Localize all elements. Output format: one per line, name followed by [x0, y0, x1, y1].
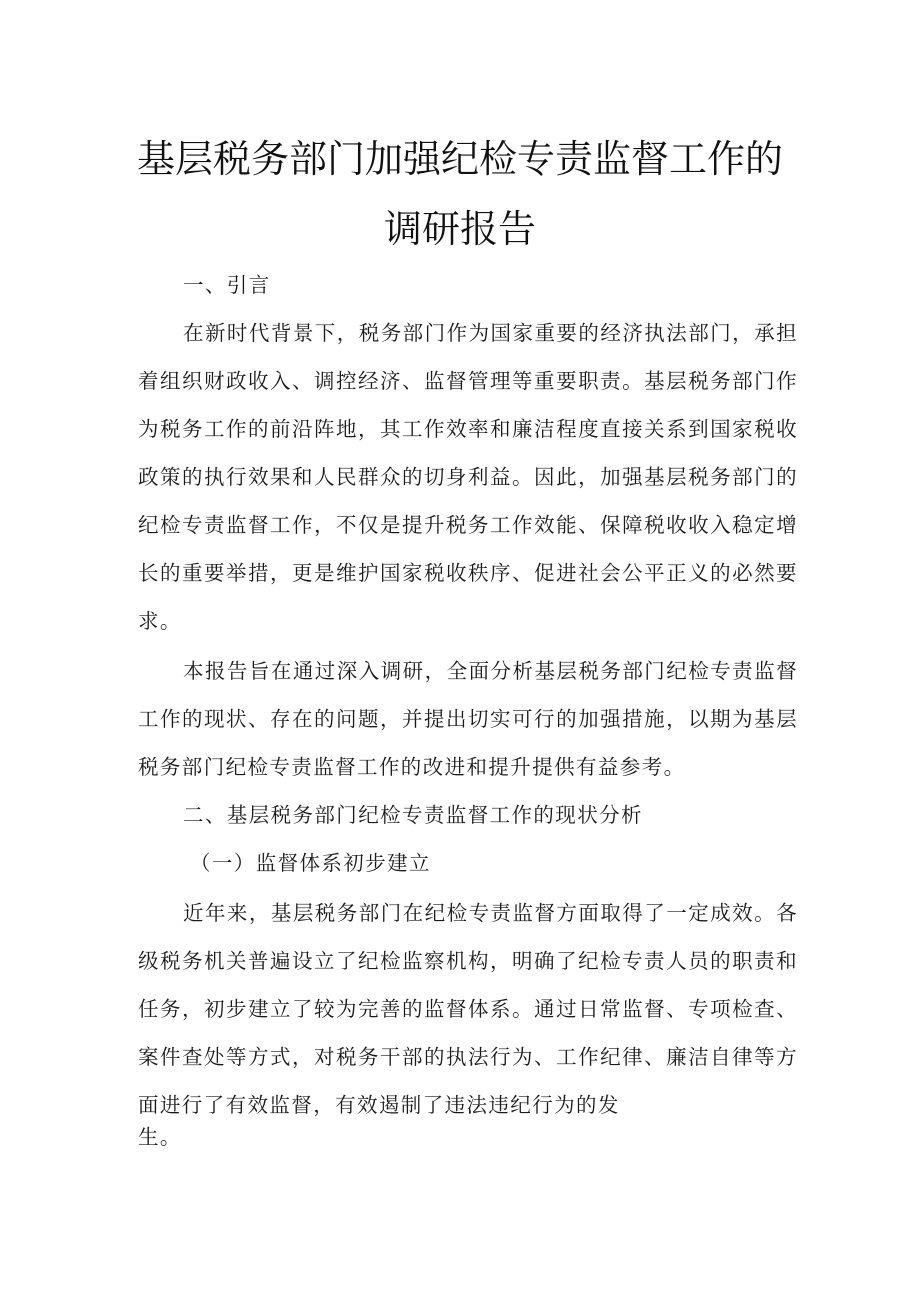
paragraph-1-line: 着组织财政收入、调控经济、监督管理等重要职责。基层税务部门作 — [138, 369, 798, 393]
section-1-heading: 一、引言 — [183, 273, 271, 297]
paragraph-3-line: 面进行了有效监督，有效遏制了违法违纪行为的发 — [138, 1093, 620, 1117]
document-title-line-2: 调研报告 — [383, 207, 536, 251]
paragraph-3-line: 生。 — [138, 1125, 182, 1149]
document-title-line-1: 基层税务部门加强纪检专责监督工作的 — [136, 137, 783, 181]
paragraph-1-line: 政策的执行效果和人民群众的切身利益。因此，加强基层税务部门的 — [138, 465, 798, 489]
paragraph-3-line: 案件查处等方式，对税务干部的执法行为、工作纪律、廉洁自律等方 — [138, 1045, 798, 1069]
paragraph-2-line: 工作的现状、存在的问题，并提出切实可行的加强措施，以期为基层 — [138, 707, 798, 731]
paragraph-1-line: 在新时代背景下，税务部门作为国家重要的经济执法部门，承担 — [183, 321, 798, 345]
paragraph-3-line: 近年来，基层税务部门在纪检专责监督方面取得了一定成效。各 — [183, 901, 798, 925]
paragraph-1-line: 为税务工作的前沿阵地，其工作效率和廉洁程度直接关系到国家税收 — [138, 417, 798, 441]
paragraph-3-line: 任务，初步建立了较为完善的监督体系。通过日常监督、专项检查、 — [138, 997, 798, 1021]
paragraph-1-line: 求。 — [138, 609, 182, 633]
paragraph-2-line: 税务部门纪检专责监督工作的改进和提升提供有益参考。 — [138, 755, 686, 779]
section-2-heading: 二、基层税务部门纪检专责监督工作的现状分析 — [183, 803, 643, 827]
subsection-1-heading: （一）监督体系初步建立 — [190, 851, 431, 875]
paragraph-2-line: 本报告旨在通过深入调研，全面分析基层税务部门纪检专责监督 — [183, 659, 798, 683]
paragraph-3-line: 级税务机关普遍设立了纪检监察机构，明确了纪检专责人员的职责和 — [138, 949, 798, 973]
paragraph-1-line: 长的重要举措，更是维护国家税收秩序、促进社会公平正义的必然要 — [138, 561, 798, 585]
paragraph-1-line: 纪检专责监督工作，不仅是提升税务工作效能、保障税收收入稳定增 — [138, 513, 798, 537]
